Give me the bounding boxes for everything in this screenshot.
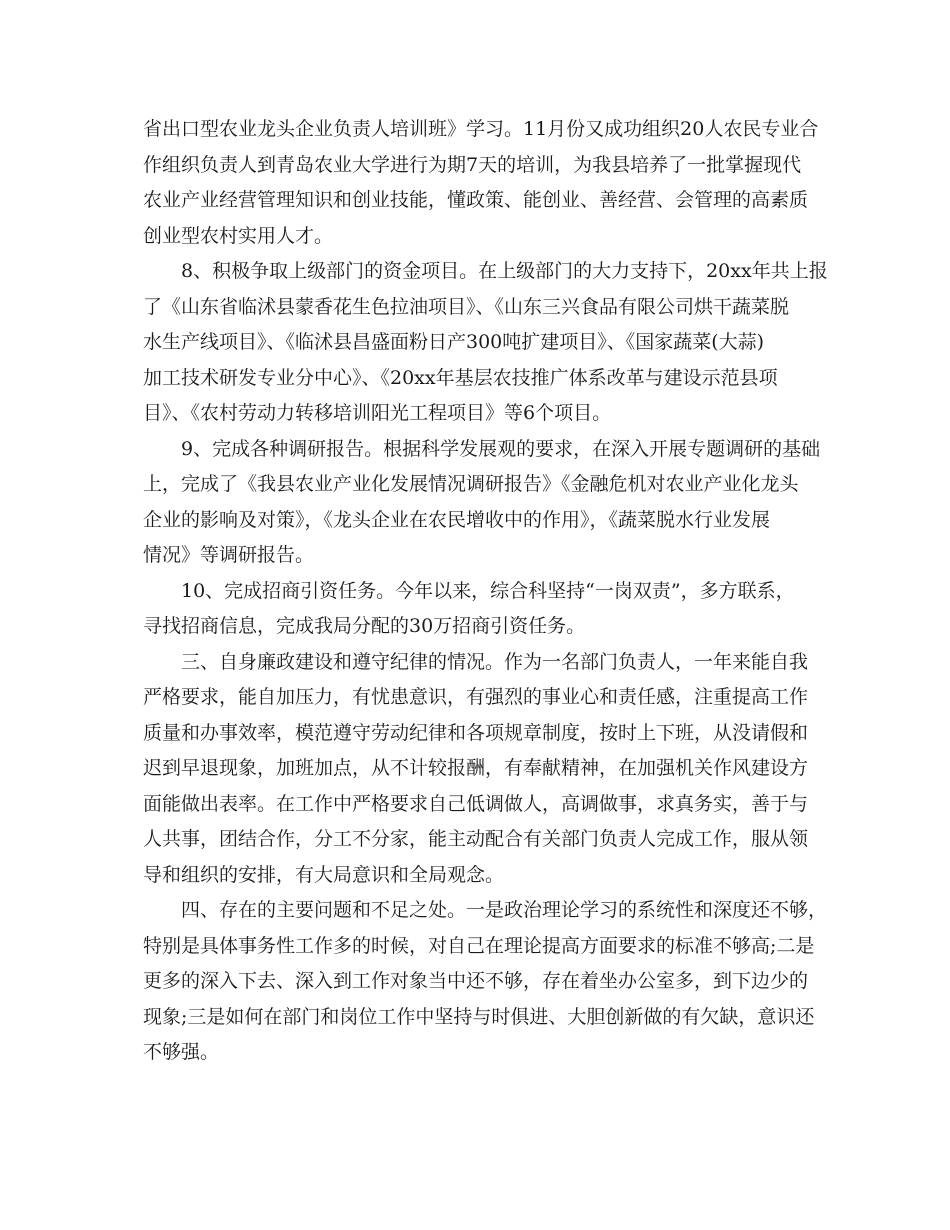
- text-line: 面能做出表率。在工作中严格要求自己低调做人，高调做事，求真务实，善于与: [143, 792, 809, 815]
- text-line: 加工技术研发专业分中心》、《20xx年基层农技推广体系改革与建设示范县项: [143, 366, 778, 389]
- text-line: 水生产线项目》、《临沭县昌盛面粉日产300吨扩建项目》、《国家蔬菜(大蒜): [143, 331, 765, 353]
- text-line: 严格要求，能自加压力，有忧患意识，有强烈的事业心和责任感，注重提高工作: [143, 686, 809, 708]
- text-line: 9、完成各种调研报告。根据科学发展观的要求，在深入开展专题调研的基础: [143, 437, 821, 460]
- text-line: 10、完成招商引资任务。今年以来，综合科坚持“一岗双责”，多方联系，: [143, 579, 795, 602]
- text-line: 创业型农村实用人才。: [143, 224, 334, 247]
- text-line: 农业产业经营管理知识和创业技能，懂政策、能创业、善经营、会管理的高素质: [143, 189, 809, 211]
- text-line: 特别是具体事务性工作多的时候，对自己在理论提高方面要求的标准不够高;二是: [143, 934, 815, 957]
- text-line: 现象;三是如何在部门和岗位工作中坚持与时俱进、大胆创新做的有欠缺，意识还: [143, 1005, 815, 1028]
- text-line: 目》、《农村劳动力转移培训阳光工程项目》等6个项目。: [143, 402, 612, 424]
- text-line: 四、存在的主要问题和不足之处。一是政治理论学习的系统性和深度还不够，: [143, 899, 828, 921]
- text-line: 上，完成了《我县农业产业化发展情况调研报告》《金融危机对农业产业化龙头: [143, 473, 799, 495]
- text-line: 8、积极争取上级部门的资金项目。在上级部门的大力支持下，20xx年共上报: [143, 260, 828, 282]
- text-line: 导和组织的安排，有大局意识和全局观念。: [143, 863, 505, 886]
- text-line: 人共事，团结合作，分工不分家，能主动配合有关部门负责人完成工作，服从领: [143, 828, 809, 850]
- text-line: 不够强。: [143, 1041, 220, 1063]
- text-line: 迟到早退现象，加班加点，从不计较报酬，有奉献精神，在加强机关作风建设方: [143, 757, 809, 779]
- text-line: 企业的影响及对策》，《龙头企业在农民增收中的作用》，《蔬菜脱水行业发展: [143, 508, 771, 531]
- text-line: 作组织负责人到青岛农业大学进行为期7天的培训，为我县培养了一批掌握现代: [143, 153, 802, 176]
- text-line: 寻找招商信息，完成我局分配的30万招商引资任务。: [143, 615, 586, 637]
- text-line: 三、自身廉政建设和遵守纪律的情况。作为一名部门负责人，一年来能自我: [143, 650, 809, 673]
- text-line: 情况》等调研报告。: [143, 544, 315, 566]
- text-line: 质量和办事效率，模范遵守劳动纪律和各项规章制度，按时上下班，从没请假和: [143, 721, 809, 744]
- text-line: 更多的深入下去、深入到工作对象当中还不够，存在着坐办公室多，到下边少的: [143, 970, 809, 992]
- text-line: 了《山东省临沭县蒙香花生色拉油项目》、《山东三兴食品有限公司烘干蔬菜脱: [143, 295, 790, 318]
- document-body: [143, 112, 828, 1071]
- text-line: 省出口型农业龙头企业负责人培训班》学习。11月份又成功组织20人农民专业合: [143, 118, 819, 140]
